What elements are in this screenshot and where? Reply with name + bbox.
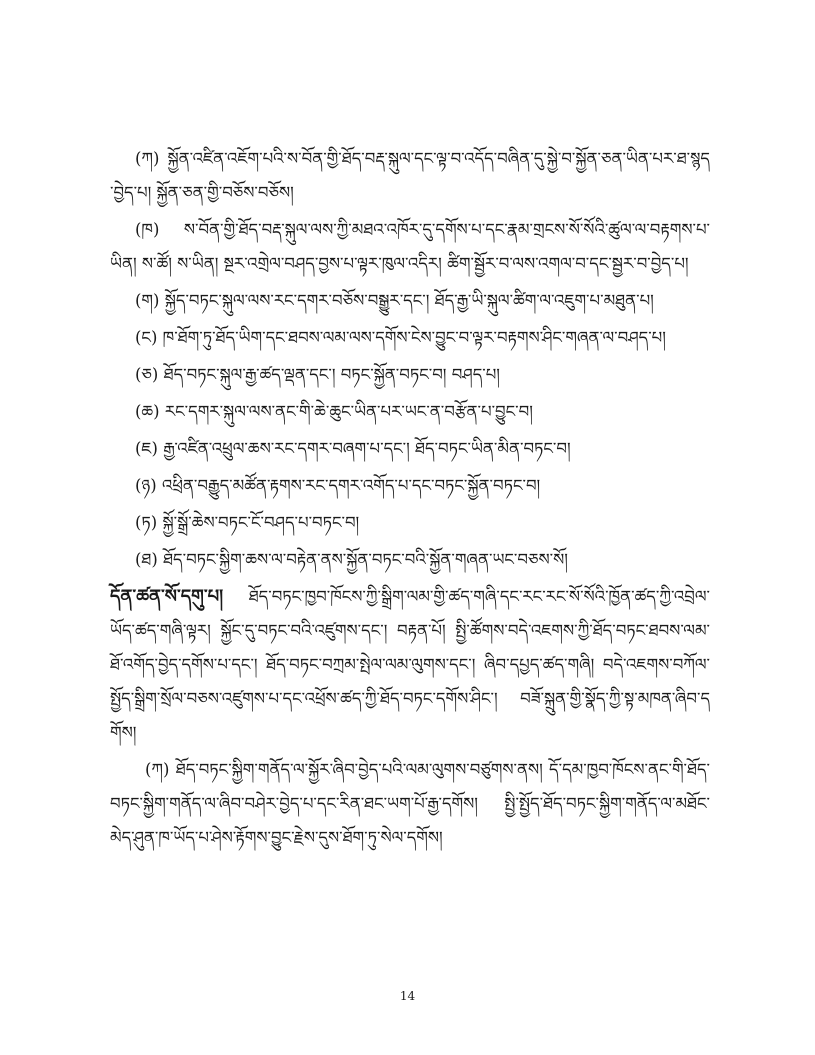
item-text: ཐོད་བཏང་སྐྱིག་ཆས་ལ་བརྟེན་ནས་སྐྱོན་བཏང་བའི་སྐྱོན་གཞན་ཡང་བཅས་སོ།	[163, 550, 568, 569]
article-39	[110, 580, 710, 750]
item-number: (ག)	[135, 291, 160, 310]
item-number: (ཁ)	[135, 220, 160, 239]
item-number: (ཐ)	[135, 550, 158, 569]
item-number: (ཏ)	[135, 513, 158, 532]
article-heading: དོན་ཚན་སོ་དགུ་པ།	[110, 586, 224, 607]
item-cha	[110, 395, 710, 429]
item-text: ཐོད་བཏང་སྐྱིག་གནོད་ལ་སྐྱོར་ཞིབ་བྱེད་པའི་ལམ་ལུགས་བཙུགས་ནས། དོ་དམ་ཁྱབ་ཁོངས་ནང་གི་ཐོད་བཏང་སྐྱིག་གནོད་ལ་ཞིབ་བཤེར་བྱེད་པ་དང་རིན་ཐང་ཡག་པོ་རྒྱ་དགོས། སྤྱི་སྤྱོད་ཐོད་བཏང་སྐྱིག་གནོད་ལ་མཐོང་མེད་ཤུན་ཁ་ཡོད་པ་ཤེས་རྟོགས་བྱུང་རྗེས་དུས་ཐོག་ཏུ་སེལ་དགོས།	[110, 760, 711, 847]
page-number: 14	[399, 989, 416, 1003]
item-text: རང་དགར་སྐུལ་ལས་ནང་གི་ཆེ་ཆུང་ཡིན་པར་ཡང་ན་བརྩོན་པ་བྱུང་བ།	[164, 402, 533, 421]
item-number: (ང)	[135, 328, 158, 347]
item-text: ཐོད་བཏང་སྐུལ་རྒྱ་ཚད་ལྡན་དང་། བཏང་སྐྱོན་བཏང་བ། བཤད་པ།	[163, 365, 500, 384]
item-kha	[110, 213, 710, 281]
item-text: ཁ་ཐོག་ཏུ་ཐོད་ཡིག་དང་ཐབས་ལམ་ལས་དགོས་ངེས་བྱུང་བ་ལྟར་བརྟགས་ཤིང་གཞན་ལ་བཤད་པ།	[162, 328, 666, 347]
item-nga	[110, 321, 710, 355]
item-text: འཕྲིན་བརྒྱུད་མཚོན་རྟགས་རང་དགར་འགོད་པ་དང་བཏང་སྐྱོན་བཏང་བ།	[161, 476, 541, 495]
item-text: སྐྱོན་འཛིན་འཇོག་པའི་ས་བོན་གྱི་ཐོད་བརྡ་སྐུལ་དང་ལྟ་བ་འདོད་བཞིན་དུ་སྐྱེ་བ་སྐྱོན་ཅན་ཡིན་པར་ཐ་སྙད་བྱེད་པ། སྐྱོན་ཅན་གྱི་བཅོས་བཅོས།	[110, 149, 710, 202]
item-ta	[110, 506, 710, 540]
item-text: སྐྱོ་སྒྲོ་ཆེས་བཏང་ངོ་བཤད་པ་བཏང་བ།	[162, 513, 360, 532]
item-number: (ཉ)	[135, 476, 157, 495]
item-number: (ཅ)	[135, 365, 159, 384]
item-text: ས་བོན་གྱི་ཐོད་བརྡ་སྐུལ་ལས་ཀྱི་མཐའ་འཁོར་དུ་དགོས་པ་དང་རྣམ་གྲངས་སོ་སོའི་ཚུལ་ལ་བརྟགས་པ་ཡིན། ས་ཚོ། ས་ཡིན། སྔར་འགྲེལ་བཤད་བྱས་པ་ལྟར་ཁུལ་འདིར། ཚིག་སྦྱོར་བ་ལས་འགལ་བ་དང་སྦྱར་བ་བྱེད་པ།	[110, 220, 710, 273]
item-number: (ཇ)	[135, 439, 158, 458]
item-number: (ཀ)	[135, 149, 160, 168]
item-text: སྐྱོད་བཏང་སྐུལ་ལས་རང་དགར་བཅོས་བསྒྱུར་དང་། ཐོད་རྒྱ་ཡི་སྐུལ་ཚིག་ལ་འཇུག་པ་མཐུན་པ།	[164, 291, 654, 310]
article-text: ཐོད་བཏང་ཁྱབ་ཁོངས་ཀྱི་སྒྲིག་ལམ་གྱི་ཚད་གཞི་དང་རང་རང་སོ་སོའི་ཁྱོན་ཚད་ཀྱི་འབྲེལ་ཡོད་ཚད་གཞི་ལྟར། སྐྱོང་དུ་བཏང་བའི་འཛུགས་དང་། བརྟན་པོ། སྤྱི་ཚོགས་བདེ་འཇགས་ཀྱི་ཐོད་བཏང་ཐབས་ལམ་ཐོ་འགོད་བྱེད་དགོས་པ་དང་། ཐོད་བཏང་བཀྲམ་སྤེལ་ལམ་ལུགས་དང་། ཞིབ་དཔྱད་ཚད་གཞི། བདེ་འཇགས་བཀོལ་སྤྱོད་སྒྲིག་སྲོལ་བཅས་འཛུགས་པ་དང་འཕྲོས་ཚད་ཀྱི་ཐོད་བཏང་དགོས་ཤིང་། བཟོ་སྐྲུན་གྱི་སྣོད་ཀྱི་སྟ་མཁན་ཞིབ་དགོས།	[110, 587, 710, 742]
item-ca	[110, 358, 710, 392]
item-ja	[110, 432, 710, 466]
item-number: (ཀ)	[145, 760, 170, 779]
item-tha	[110, 543, 710, 577]
item-ka	[110, 142, 710, 210]
item-text: རྒྱ་འཛིན་འཕྲུལ་ཆས་རང་དགར་བཞག་པ་དང་། ཐོད་བཏང་ཡིན་མིན་བཏང་བ།	[163, 439, 571, 458]
article-39-item-ka	[110, 753, 710, 855]
item-number: (ཆ)	[135, 402, 160, 421]
item-ga	[110, 284, 710, 318]
item-nya	[110, 469, 710, 503]
document-body	[110, 142, 710, 858]
